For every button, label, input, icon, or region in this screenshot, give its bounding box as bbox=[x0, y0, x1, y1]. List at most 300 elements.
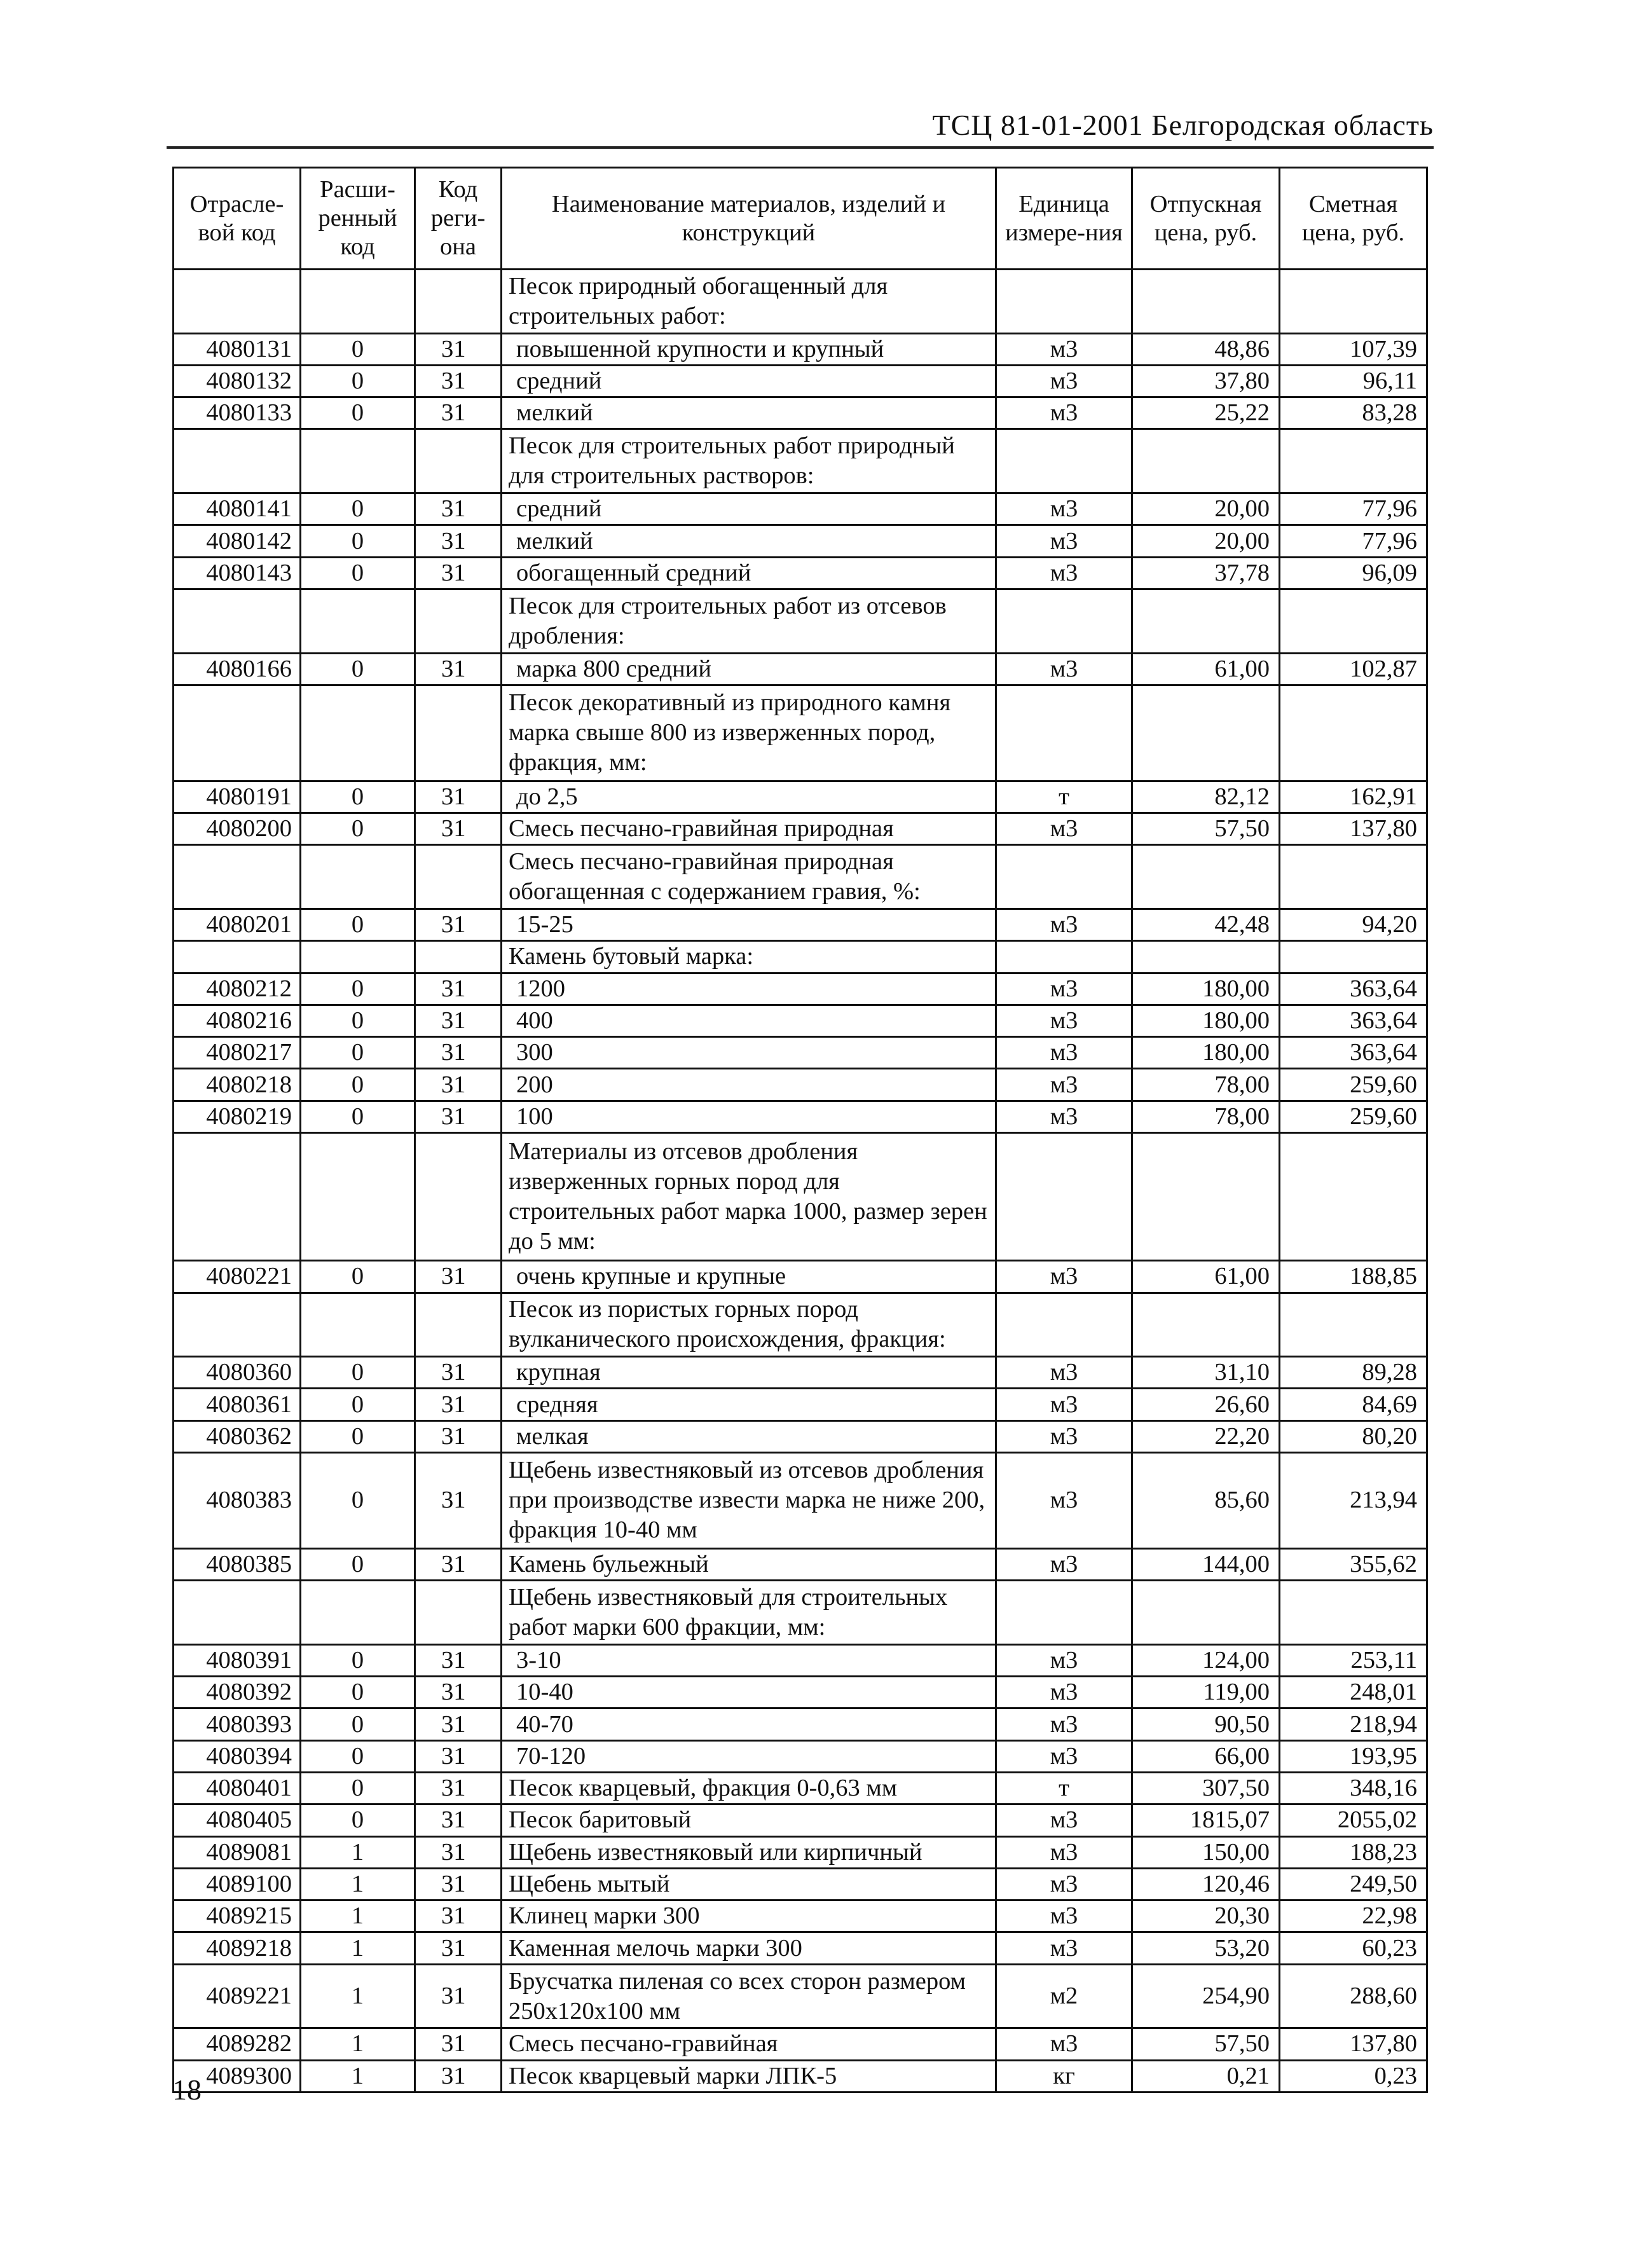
industry-code-cell: 4080361 bbox=[174, 1389, 301, 1420]
industry-code-cell: 4080133 bbox=[174, 397, 301, 429]
material-name-cell: очень крупные и крупные bbox=[502, 1261, 996, 1293]
release-price-cell: 124,00 bbox=[1132, 1644, 1280, 1676]
extended-code-cell: 0 bbox=[301, 1069, 415, 1101]
estimate-price-cell: 188,23 bbox=[1280, 1836, 1427, 1868]
estimate-price-cell: 96,11 bbox=[1280, 365, 1427, 397]
extended-code-cell: 0 bbox=[301, 1548, 415, 1580]
unit-cell: м3 bbox=[996, 557, 1132, 589]
industry-code-cell: 4080141 bbox=[174, 493, 301, 525]
material-name-cell: мелкий bbox=[502, 397, 996, 429]
unit-cell bbox=[996, 685, 1132, 781]
unit-cell: м3 bbox=[996, 1932, 1132, 1964]
table-row bbox=[174, 1420, 1427, 1452]
estimate-price-cell: 249,50 bbox=[1280, 1868, 1427, 1900]
estimate-price-cell: 248,01 bbox=[1280, 1677, 1427, 1708]
release-price-cell: 82,12 bbox=[1132, 781, 1280, 813]
table-row bbox=[174, 1868, 1427, 1900]
release-price-cell: 180,00 bbox=[1132, 973, 1280, 1005]
industry-code-cell: 4080216 bbox=[174, 1005, 301, 1036]
material-name-cell: средняя bbox=[502, 1389, 996, 1420]
table-row bbox=[174, 1900, 1427, 1932]
table-row bbox=[174, 1644, 1427, 1676]
region-code-cell: 31 bbox=[415, 1708, 502, 1740]
material-name-cell: крупная bbox=[502, 1357, 996, 1389]
unit-cell bbox=[996, 270, 1132, 334]
unit-cell: м3 bbox=[996, 973, 1132, 1005]
industry-code-cell: 4080391 bbox=[174, 1644, 301, 1676]
release-price-cell: 78,00 bbox=[1132, 1069, 1280, 1101]
material-name-cell: Щебень известняковый из отсевов дробления при производстве извести марка не ниже 200, фракция 10-40 мм bbox=[502, 1452, 996, 1548]
extended-code-cell: 0 bbox=[301, 1357, 415, 1389]
estimate-price-cell bbox=[1280, 845, 1427, 909]
region-code-cell: 31 bbox=[415, 1389, 502, 1420]
table-row bbox=[174, 1740, 1427, 1772]
material-name-cell: Клинец марки 300 bbox=[502, 1900, 996, 1932]
unit-cell: м3 bbox=[996, 1868, 1132, 1900]
table-row bbox=[174, 1261, 1427, 1293]
column-header-region-code: Код реги-она bbox=[415, 168, 502, 270]
region-code-cell: 31 bbox=[415, 333, 502, 365]
industry-code-cell: 4080392 bbox=[174, 1677, 301, 1708]
table-header-row bbox=[174, 168, 1427, 270]
release-price-cell: 20,00 bbox=[1132, 525, 1280, 557]
unit-cell: м3 bbox=[996, 1389, 1132, 1420]
estimate-price-cell: 363,64 bbox=[1280, 1005, 1427, 1036]
unit-cell bbox=[996, 941, 1132, 973]
material-name-cell: 70-120 bbox=[502, 1740, 996, 1772]
release-price-cell: 85,60 bbox=[1132, 1452, 1280, 1548]
release-price-cell: 57,50 bbox=[1132, 813, 1280, 845]
material-name-cell: Смесь песчано-гравийная природная bbox=[502, 813, 996, 845]
region-code-cell: 31 bbox=[415, 1772, 502, 1804]
release-price-cell: 180,00 bbox=[1132, 1005, 1280, 1036]
region-code-cell bbox=[415, 589, 502, 653]
estimate-price-cell: 162,91 bbox=[1280, 781, 1427, 813]
release-price-cell: 254,90 bbox=[1132, 1964, 1280, 2028]
region-code-cell: 31 bbox=[415, 397, 502, 429]
table-row bbox=[174, 1964, 1427, 2028]
table-row bbox=[174, 1677, 1427, 1708]
material-name-cell: средний bbox=[502, 493, 996, 525]
industry-code-cell: 4089300 bbox=[174, 2060, 301, 2092]
extended-code-cell bbox=[301, 845, 415, 909]
region-code-cell: 31 bbox=[415, 1357, 502, 1389]
extended-code-cell: 0 bbox=[301, 973, 415, 1005]
extended-code-cell: 1 bbox=[301, 1932, 415, 1964]
extended-code-cell: 0 bbox=[301, 1644, 415, 1676]
table-row bbox=[174, 2060, 1427, 2092]
industry-code-cell: 4080383 bbox=[174, 1452, 301, 1548]
unit-cell: м3 bbox=[996, 493, 1132, 525]
estimate-price-cell: 89,28 bbox=[1280, 1357, 1427, 1389]
unit-cell: м3 bbox=[996, 1357, 1132, 1389]
material-name-cell: Смесь песчано-гравийная bbox=[502, 2028, 996, 2060]
table-row bbox=[174, 1708, 1427, 1740]
release-price-cell bbox=[1132, 1581, 1280, 1645]
release-price-cell: 22,20 bbox=[1132, 1420, 1280, 1452]
estimate-price-cell: 193,95 bbox=[1280, 1740, 1427, 1772]
region-code-cell bbox=[415, 685, 502, 781]
material-name-cell: Щебень мытый bbox=[502, 1868, 996, 1900]
estimate-price-cell: 0,23 bbox=[1280, 2060, 1427, 2092]
extended-code-cell bbox=[301, 685, 415, 781]
table-row bbox=[174, 813, 1427, 845]
region-code-cell bbox=[415, 1293, 502, 1357]
table-group-row bbox=[174, 1133, 1427, 1261]
table-row bbox=[174, 1389, 1427, 1420]
table-row bbox=[174, 2028, 1427, 2060]
extended-code-cell: 1 bbox=[301, 2060, 415, 2092]
table-body bbox=[174, 270, 1427, 2093]
extended-code-cell: 0 bbox=[301, 1037, 415, 1069]
column-header-estimate-price: Сметная цена, руб. bbox=[1280, 168, 1427, 270]
release-price-cell: 42,48 bbox=[1132, 909, 1280, 940]
material-name-cell: Камень бульежный bbox=[502, 1548, 996, 1580]
unit-cell: м3 bbox=[996, 365, 1132, 397]
extended-code-cell: 0 bbox=[301, 1261, 415, 1293]
release-price-cell: 53,20 bbox=[1132, 1932, 1280, 1964]
unit-cell: м3 bbox=[996, 1005, 1132, 1036]
release-price-cell: 120,46 bbox=[1132, 1868, 1280, 1900]
estimate-price-cell: 102,87 bbox=[1280, 653, 1427, 685]
material-name-cell: Щебень известняковый или кирпичный bbox=[502, 1836, 996, 1868]
material-name-cell: 10-40 bbox=[502, 1677, 996, 1708]
industry-code-cell bbox=[174, 845, 301, 909]
material-name-cell: Камень бутовый марка: bbox=[502, 941, 996, 973]
estimate-price-cell: 363,64 bbox=[1280, 1037, 1427, 1069]
industry-code-cell: 4089100 bbox=[174, 1868, 301, 1900]
release-price-cell: 61,00 bbox=[1132, 653, 1280, 685]
industry-code-cell: 4080191 bbox=[174, 781, 301, 813]
estimate-price-cell bbox=[1280, 429, 1427, 493]
region-code-cell: 31 bbox=[415, 1069, 502, 1101]
estimate-price-cell: 363,64 bbox=[1280, 973, 1427, 1005]
extended-code-cell bbox=[301, 1133, 415, 1261]
unit-cell: м3 bbox=[996, 1900, 1132, 1932]
unit-cell: м3 bbox=[996, 1261, 1132, 1293]
unit-cell: м3 bbox=[996, 397, 1132, 429]
unit-cell bbox=[996, 1133, 1132, 1261]
extended-code-cell: 0 bbox=[301, 525, 415, 557]
release-price-cell: 20,00 bbox=[1132, 493, 1280, 525]
region-code-cell: 31 bbox=[415, 1548, 502, 1580]
industry-code-cell: 4080200 bbox=[174, 813, 301, 845]
region-code-cell: 31 bbox=[415, 653, 502, 685]
release-price-cell: 90,50 bbox=[1132, 1708, 1280, 1740]
release-price-cell: 37,80 bbox=[1132, 365, 1280, 397]
table-row bbox=[174, 1357, 1427, 1389]
extended-code-cell: 1 bbox=[301, 1900, 415, 1932]
industry-code-cell: 4080142 bbox=[174, 525, 301, 557]
region-code-cell bbox=[415, 429, 502, 493]
release-price-cell: 20,30 bbox=[1132, 1900, 1280, 1932]
unit-cell: т bbox=[996, 1772, 1132, 1804]
region-code-cell: 31 bbox=[415, 1740, 502, 1772]
industry-code-cell: 4089282 bbox=[174, 2028, 301, 2060]
extended-code-cell: 1 bbox=[301, 1964, 415, 2028]
release-price-cell: 57,50 bbox=[1132, 2028, 1280, 2060]
unit-cell: м3 bbox=[996, 1677, 1132, 1708]
extended-code-cell: 0 bbox=[301, 333, 415, 365]
estimate-price-cell bbox=[1280, 1581, 1427, 1645]
table-row bbox=[174, 333, 1427, 365]
unit-cell: м3 bbox=[996, 2028, 1132, 2060]
material-name-cell: Песок кварцевый марки ЛПК-5 bbox=[502, 2060, 996, 2092]
industry-code-cell bbox=[174, 1293, 301, 1357]
extended-code-cell: 0 bbox=[301, 909, 415, 940]
estimate-price-cell: 288,60 bbox=[1280, 1964, 1427, 2028]
extended-code-cell: 0 bbox=[301, 813, 415, 845]
column-header-release-price: Отпускная цена, руб. bbox=[1132, 168, 1280, 270]
industry-code-cell bbox=[174, 589, 301, 653]
industry-code-cell: 4080219 bbox=[174, 1101, 301, 1132]
extended-code-cell bbox=[301, 1581, 415, 1645]
region-code-cell bbox=[415, 270, 502, 334]
industry-code-cell: 4080166 bbox=[174, 653, 301, 685]
unit-cell: м3 bbox=[996, 1452, 1132, 1548]
unit-cell: м3 bbox=[996, 1420, 1132, 1452]
material-name-cell: 1200 bbox=[502, 973, 996, 1005]
extended-code-cell bbox=[301, 941, 415, 973]
industry-code-cell: 4080143 bbox=[174, 557, 301, 589]
extended-code-cell: 0 bbox=[301, 1677, 415, 1708]
unit-cell: м2 bbox=[996, 1964, 1132, 2028]
table-row bbox=[174, 1804, 1427, 1836]
unit-cell: м3 bbox=[996, 813, 1132, 845]
extended-code-cell: 0 bbox=[301, 493, 415, 525]
material-name-cell: 300 bbox=[502, 1037, 996, 1069]
column-header-extended-code: Расши-ренный код bbox=[301, 168, 415, 270]
column-header-material-name: Наименование материалов, изделий и конструкций bbox=[502, 168, 996, 270]
estimate-price-cell: 218,94 bbox=[1280, 1708, 1427, 1740]
table-row bbox=[174, 365, 1427, 397]
release-price-cell bbox=[1132, 1293, 1280, 1357]
industry-code-cell bbox=[174, 685, 301, 781]
table-row bbox=[174, 909, 1427, 940]
unit-cell bbox=[996, 429, 1132, 493]
table-row bbox=[174, 1452, 1427, 1548]
industry-code-cell: 4080393 bbox=[174, 1708, 301, 1740]
table-row bbox=[174, 397, 1427, 429]
estimate-price-cell: 80,20 bbox=[1280, 1420, 1427, 1452]
region-code-cell: 31 bbox=[415, 781, 502, 813]
estimate-price-cell: 259,60 bbox=[1280, 1069, 1427, 1101]
extended-code-cell bbox=[301, 429, 415, 493]
industry-code-cell: 4080385 bbox=[174, 1548, 301, 1580]
extended-code-cell: 1 bbox=[301, 1836, 415, 1868]
industry-code-cell bbox=[174, 1133, 301, 1261]
industry-code-cell: 4089215 bbox=[174, 1900, 301, 1932]
material-name-cell: Щебень известняковый для строительных работ марки 600 фракции, мм: bbox=[502, 1581, 996, 1645]
region-code-cell: 31 bbox=[415, 2028, 502, 2060]
release-price-cell: 119,00 bbox=[1132, 1677, 1280, 1708]
estimate-price-cell: 137,80 bbox=[1280, 2028, 1427, 2060]
material-name-cell: Песок баритовый bbox=[502, 1804, 996, 1836]
unit-cell: м3 bbox=[996, 653, 1132, 685]
region-code-cell: 31 bbox=[415, 1452, 502, 1548]
release-price-cell bbox=[1132, 941, 1280, 973]
material-name-cell: Песок кварцевый, фракция 0-0,63 мм bbox=[502, 1772, 996, 1804]
estimate-price-cell bbox=[1280, 1293, 1427, 1357]
unit-cell: м3 bbox=[996, 1101, 1132, 1132]
table-group-row bbox=[174, 685, 1427, 781]
estimate-price-cell bbox=[1280, 941, 1427, 973]
release-price-cell bbox=[1132, 1133, 1280, 1261]
column-header-industry-code: Отрасле-вой код bbox=[174, 168, 301, 270]
material-name-cell: 3-10 bbox=[502, 1644, 996, 1676]
estimate-price-cell: 77,96 bbox=[1280, 493, 1427, 525]
table-row bbox=[174, 1772, 1427, 1804]
material-name-cell: Песок для строительных работ природный для строительных растворов: bbox=[502, 429, 996, 493]
table-row bbox=[174, 557, 1427, 589]
estimate-price-cell: 253,11 bbox=[1280, 1644, 1427, 1676]
material-name-cell: Смесь песчано-гравийная природная обогащенная с содержанием гравия, %: bbox=[502, 845, 996, 909]
material-name-cell: Песок для строительных работ из отсевов дробления: bbox=[502, 589, 996, 653]
estimate-price-cell: 2055,02 bbox=[1280, 1804, 1427, 1836]
release-price-cell bbox=[1132, 270, 1280, 334]
industry-code-cell bbox=[174, 1581, 301, 1645]
extended-code-cell: 0 bbox=[301, 781, 415, 813]
region-code-cell bbox=[415, 1133, 502, 1261]
unit-cell: м3 bbox=[996, 1740, 1132, 1772]
extended-code-cell bbox=[301, 270, 415, 334]
table-row bbox=[174, 1101, 1427, 1132]
estimate-price-cell: 348,16 bbox=[1280, 1772, 1427, 1804]
release-price-cell: 25,22 bbox=[1132, 397, 1280, 429]
unit-cell bbox=[996, 845, 1132, 909]
extended-code-cell: 0 bbox=[301, 1772, 415, 1804]
materials-price-table bbox=[172, 167, 1428, 2093]
region-code-cell: 31 bbox=[415, 813, 502, 845]
unit-cell: кг bbox=[996, 2060, 1132, 2092]
material-name-cell: Песок природный обогащенный для строительных работ: bbox=[502, 270, 996, 334]
region-code-cell: 31 bbox=[415, 557, 502, 589]
estimate-price-cell: 107,39 bbox=[1280, 333, 1427, 365]
unit-cell: м3 bbox=[996, 333, 1132, 365]
region-code-cell: 31 bbox=[415, 1037, 502, 1069]
extended-code-cell bbox=[301, 1293, 415, 1357]
industry-code-cell: 4089221 bbox=[174, 1964, 301, 2028]
estimate-price-cell: 94,20 bbox=[1280, 909, 1427, 940]
material-name-cell: обогащенный средний bbox=[502, 557, 996, 589]
estimate-price-cell: 84,69 bbox=[1280, 1389, 1427, 1420]
extended-code-cell: 0 bbox=[301, 1101, 415, 1132]
extended-code-cell: 0 bbox=[301, 1740, 415, 1772]
estimate-price-cell: 355,62 bbox=[1280, 1548, 1427, 1580]
extended-code-cell: 0 bbox=[301, 1420, 415, 1452]
release-price-cell bbox=[1132, 845, 1280, 909]
industry-code-cell: 4089081 bbox=[174, 1836, 301, 1868]
material-name-cell: повышенной крупности и крупный bbox=[502, 333, 996, 365]
material-name-cell: до 2,5 bbox=[502, 781, 996, 813]
material-name-cell: Песок декоративный из природного камня марка свыше 800 из изверженных пород, фракция, мм: bbox=[502, 685, 996, 781]
unit-cell: м3 bbox=[996, 525, 1132, 557]
release-price-cell: 26,60 bbox=[1132, 1389, 1280, 1420]
page-number: 18 bbox=[172, 2073, 202, 2106]
release-price-cell: 66,00 bbox=[1132, 1740, 1280, 1772]
extended-code-cell: 1 bbox=[301, 1868, 415, 1900]
material-name-cell: 400 bbox=[502, 1005, 996, 1036]
extended-code-cell: 0 bbox=[301, 397, 415, 429]
estimate-price-cell: 60,23 bbox=[1280, 1932, 1427, 1964]
material-name-cell: Песок из пористых горных пород вулканического происхождения, фракция: bbox=[502, 1293, 996, 1357]
unit-cell bbox=[996, 1581, 1132, 1645]
industry-code-cell: 4080405 bbox=[174, 1804, 301, 1836]
table-group-row bbox=[174, 429, 1427, 493]
industry-code-cell bbox=[174, 270, 301, 334]
page-header bbox=[167, 109, 1434, 149]
unit-cell: м3 bbox=[996, 1644, 1132, 1676]
estimate-price-cell: 188,85 bbox=[1280, 1261, 1427, 1293]
table-row bbox=[174, 1932, 1427, 1964]
industry-code-cell: 4080360 bbox=[174, 1357, 301, 1389]
industry-code-cell: 4080201 bbox=[174, 909, 301, 940]
column-header-unit: Единица измере-ния bbox=[996, 168, 1132, 270]
release-price-cell: 0,21 bbox=[1132, 2060, 1280, 2092]
unit-cell: м3 bbox=[996, 909, 1132, 940]
estimate-price-cell: 137,80 bbox=[1280, 813, 1427, 845]
table-row bbox=[174, 1069, 1427, 1101]
unit-cell: м3 bbox=[996, 1548, 1132, 1580]
table-group-row bbox=[174, 845, 1427, 909]
table-row bbox=[174, 1548, 1427, 1580]
industry-code-cell: 4080362 bbox=[174, 1420, 301, 1452]
table-row bbox=[174, 973, 1427, 1005]
unit-cell: м3 bbox=[996, 1836, 1132, 1868]
table-group-row bbox=[174, 589, 1427, 653]
region-code-cell: 31 bbox=[415, 909, 502, 940]
region-code-cell: 31 bbox=[415, 1420, 502, 1452]
unit-cell: м3 bbox=[996, 1708, 1132, 1740]
estimate-price-cell: 77,96 bbox=[1280, 525, 1427, 557]
industry-code-cell bbox=[174, 429, 301, 493]
extended-code-cell bbox=[301, 589, 415, 653]
release-price-cell: 48,86 bbox=[1132, 333, 1280, 365]
region-code-cell: 31 bbox=[415, 2060, 502, 2092]
release-price-cell bbox=[1132, 589, 1280, 653]
table-row bbox=[174, 653, 1427, 685]
table-row bbox=[174, 781, 1427, 813]
extended-code-cell: 0 bbox=[301, 1708, 415, 1740]
estimate-price-cell: 96,09 bbox=[1280, 557, 1427, 589]
table-row bbox=[174, 1836, 1427, 1868]
region-code-cell: 31 bbox=[415, 1644, 502, 1676]
region-code-cell: 31 bbox=[415, 1101, 502, 1132]
industry-code-cell: 4080394 bbox=[174, 1740, 301, 1772]
extended-code-cell: 0 bbox=[301, 1389, 415, 1420]
unit-cell: т bbox=[996, 781, 1132, 813]
material-name-cell: 15-25 bbox=[502, 909, 996, 940]
industry-code-cell: 4080212 bbox=[174, 973, 301, 1005]
table-group-row bbox=[174, 270, 1427, 334]
region-code-cell bbox=[415, 1581, 502, 1645]
table-group-row bbox=[174, 941, 1427, 973]
extended-code-cell: 0 bbox=[301, 1452, 415, 1548]
estimate-price-cell: 83,28 bbox=[1280, 397, 1427, 429]
extended-code-cell: 0 bbox=[301, 653, 415, 685]
release-price-cell: 37,78 bbox=[1132, 557, 1280, 589]
release-price-cell: 61,00 bbox=[1132, 1261, 1280, 1293]
material-name-cell: 100 bbox=[502, 1101, 996, 1132]
unit-cell: м3 bbox=[996, 1804, 1132, 1836]
material-name-cell: марка 800 средний bbox=[502, 653, 996, 685]
estimate-price-cell bbox=[1280, 589, 1427, 653]
industry-code-cell: 4080131 bbox=[174, 333, 301, 365]
table-group-row bbox=[174, 1293, 1427, 1357]
release-price-cell bbox=[1132, 429, 1280, 493]
industry-code-cell: 4089218 bbox=[174, 1932, 301, 1964]
release-price-cell: 78,00 bbox=[1132, 1101, 1280, 1132]
